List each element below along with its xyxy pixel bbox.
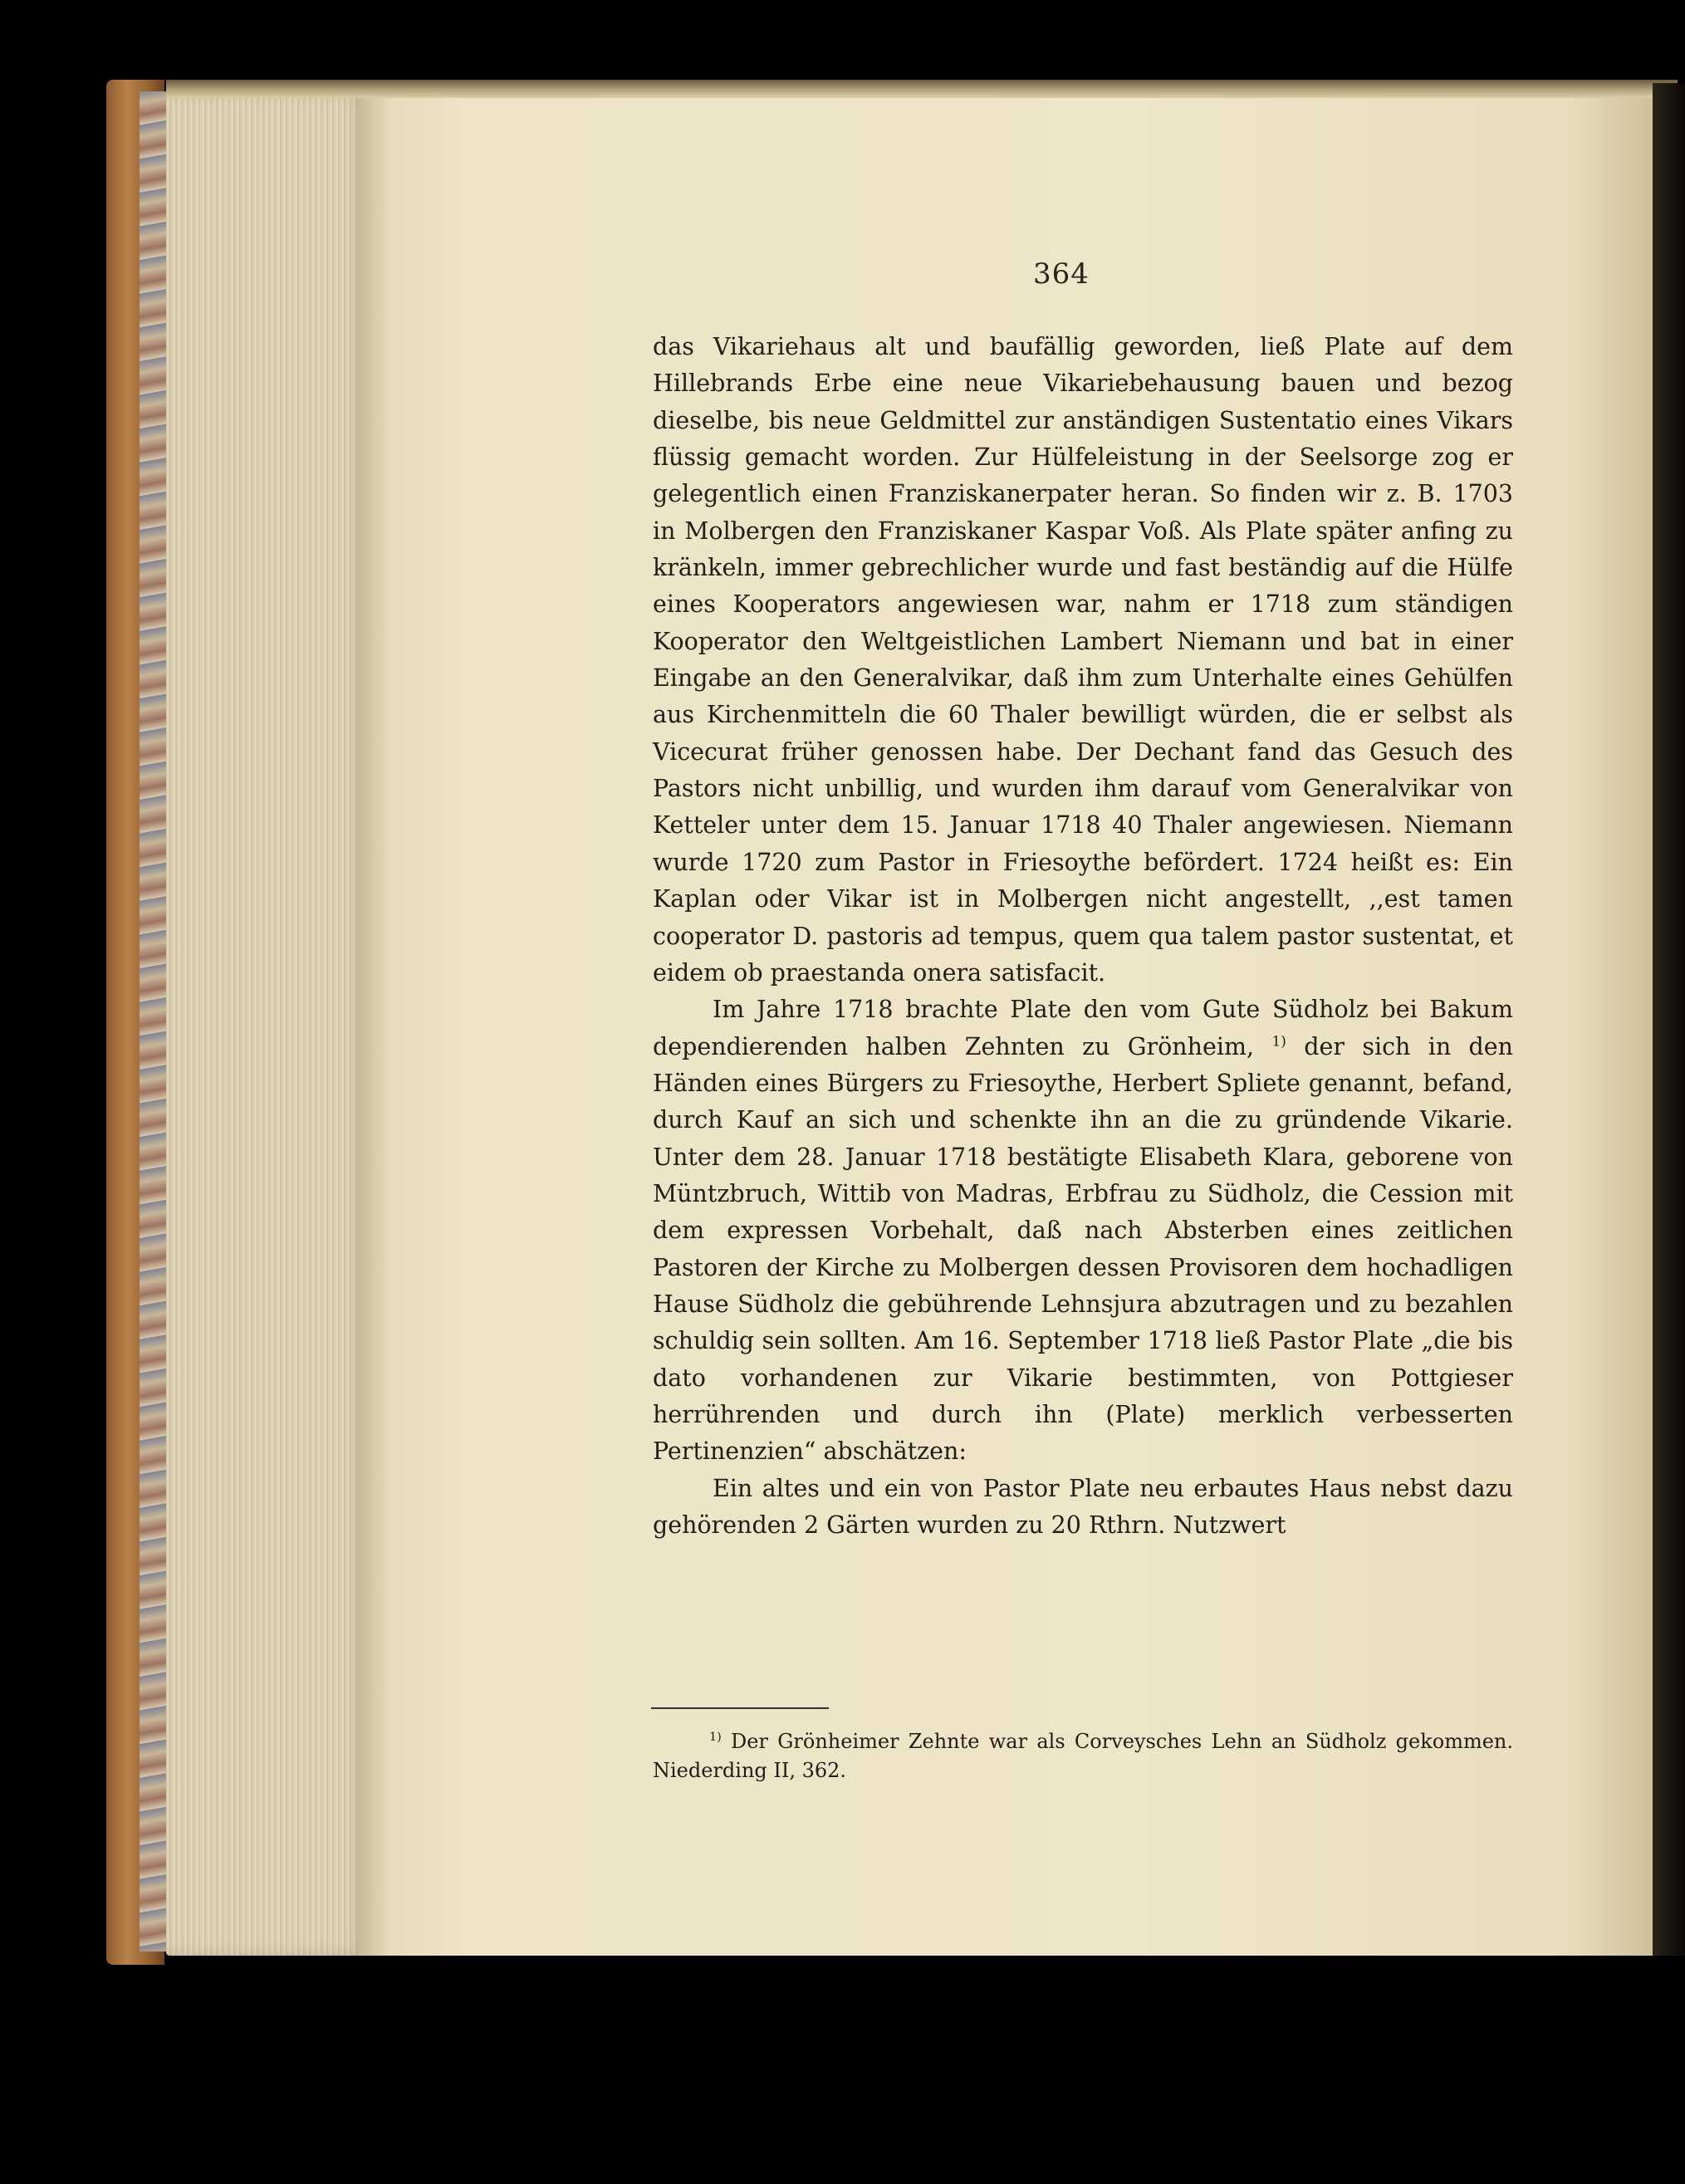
paragraph-1: das Vikariehaus alt und baufällig geworden, ließ Plate auf dem Hillebrands Erbe eine neue Vikariebehausung bauen und bezog dieselbe, bis neue Geldmittel zur anständigen Sustentatio eines Vikars flüssig gemacht worden. Zur Hülfeleistung in der Seelsorge zog er gelegentlich einen Franziskanerpater heran. So finden wir z. B. 1703 in Molbergen den Franziskaner Kaspar Voß. Als Plate später anfing zu kränkeln, immer gebrechlicher wurde und fast beständig auf die Hülfe eines Kooperators angewiesen war, nahm er 1718 zum ständigen Kooperator den Weltgeistlichen Lambert Niemann und bat in einer Eingabe an den Generalvikar, daß ihm zum Unterhalte eines Gehülfen aus Kirchenmitteln die 60 Thaler bewilligt würden, die er selbst als Vicecurat früher genossen habe. Der Dechant fand das Gesuch des Pastors nicht unbillig, und wurden ihm darauf vom Generalvikar von Ketteler unter dem 15. Januar 1718 40 Thaler angewiesen. Niemann wurde 1720 zum Pastor in Friesoythe befördert. 1724 heißt es: Ein Kaplan oder Vikar ist in Molbergen nicht angestellt, ,,est tamen cooperator D. pastoris ad tempus, quem qua talem pastor sustentat, et eidem ob praestanda onera satisfacit. (653, 333, 1513, 987)
paragraph-2-after: der sich in den Händen eines Bürgers zu Friesoythe, Herbert Spliete genannt, befand, durch Kauf an sich und schenkte ihn an die zu gründende Vikarie. Unter dem 28. Januar 1718 bestätigte Elisabeth Klara, geborene von Müntzbruch, Wittib von Madras, Erbfrau zu Südholz, die Cession mit dem expressen Vorbehalt, daß nach Absterben eines zeitlichen Pastoren der Kirche zu Molbergen dessen Provisoren dem hochadligen Hause Südholz die gebührende Lehnsjura abzutragen und zu bezahlen schuldig sein sollten. Am 16. September 1718 ließ Pastor Plate „die bis dato vorhandenen zur Vikarie bestimmten, von Pottgieser herrührenden und durch ihn (Plate) merklich verbesserten Pertinenzien“ abschätzen: (653, 1032, 1513, 1466)
footnote-text: Der Grönheimer Zehnte war als Corveysches Lehn an Südholz gekommen. Niederding II, 362. (653, 1730, 1513, 1782)
book-top-edge (166, 80, 1678, 98)
footnote-mark: 1) (709, 1731, 722, 1744)
footnote-divider (651, 1707, 829, 1709)
footnote-reference: 1) (1271, 1033, 1286, 1050)
gutter-shadow (357, 83, 390, 1956)
paragraph-3: Ein altes und ein von Pastor Plate neu erbautes Haus nebst dazu gehörenden 2 Gärten wurden zu 20 Rthrn. Nutzwert (653, 1474, 1513, 1539)
facing-page-shadow (1653, 83, 1685, 1956)
paragraph-2 (653, 992, 1513, 1470)
footnote (653, 1727, 1513, 1785)
body-text (653, 329, 1513, 1544)
page-number: 364 (1033, 257, 1090, 291)
paragraph-2-before: Im Jahre 1718 brachte Plate den vom Gute Südholz bei Bakum dependierenden halben Zehnten zu Grönheim, (653, 996, 1513, 1060)
page-stack-edges (166, 91, 365, 1956)
